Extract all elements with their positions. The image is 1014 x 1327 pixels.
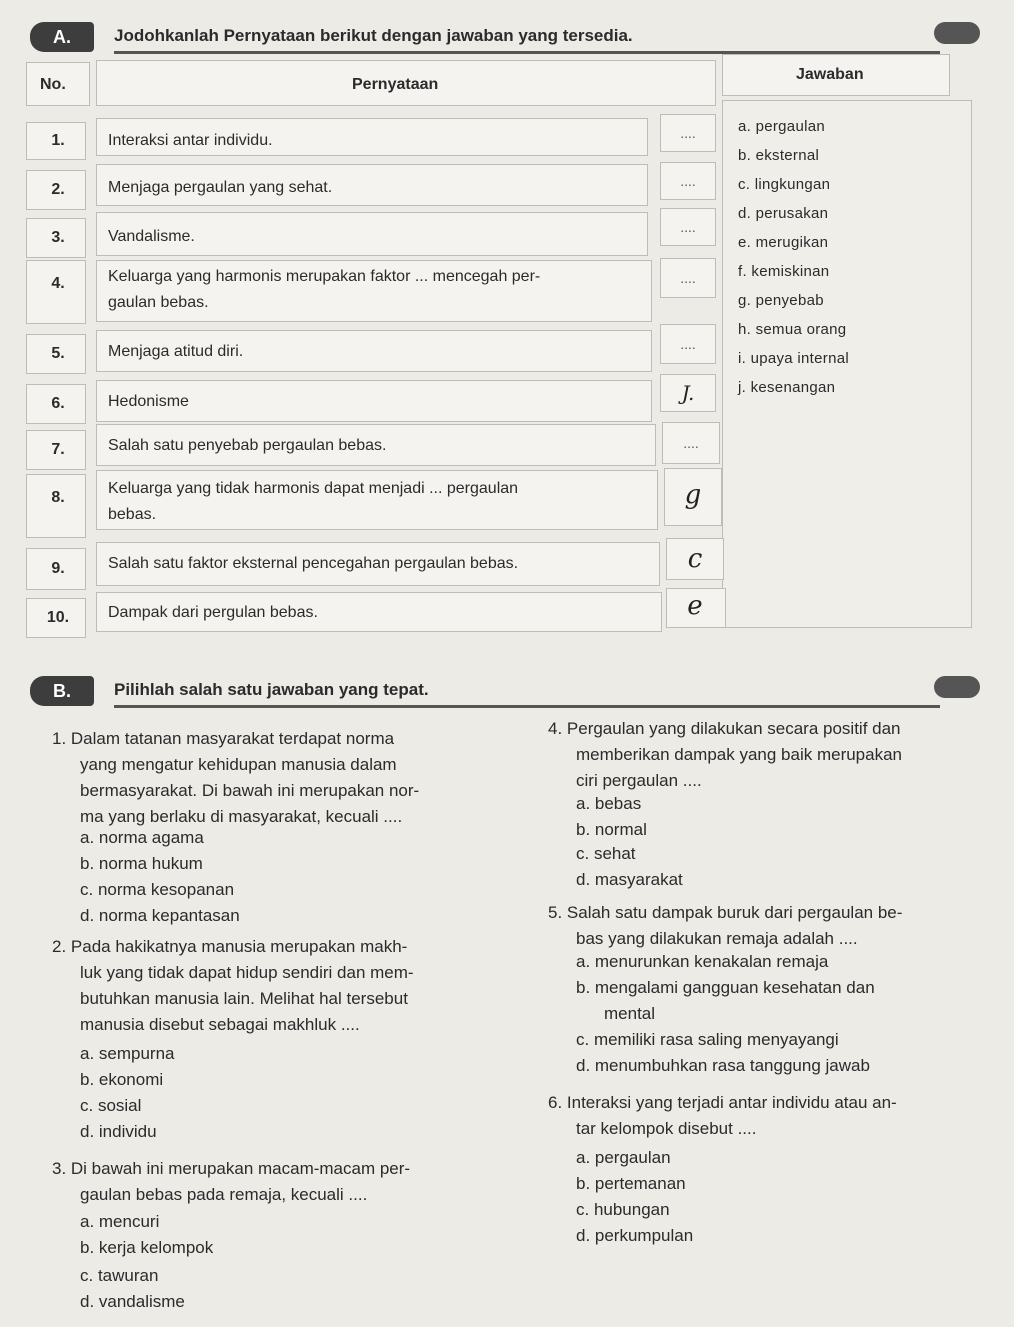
row-9-no: 9. xyxy=(51,560,65,577)
option-e: e. merugikan xyxy=(738,234,829,251)
question-5 xyxy=(548,900,902,952)
q5-line-1: 5. Salah satu dampak buruk dari pergaulan be- xyxy=(548,903,903,922)
row-8-no: 8. xyxy=(51,489,65,506)
row-1-no: 1. xyxy=(51,132,65,149)
q1-option-a[interactable]: a. norma agama xyxy=(80,828,204,847)
section-a-cap xyxy=(934,22,980,44)
q3-option-b[interactable]: b. kerja kelompok xyxy=(80,1238,214,1257)
row-6-answer: J. xyxy=(681,381,695,405)
section-a-badge: A. xyxy=(30,22,94,52)
row-9-statement: Salah satu faktor eksternal pencegahan pergaulan bebas. xyxy=(108,555,519,572)
q2-line-4: manusia disebut sebagai makhluk .... xyxy=(80,1015,360,1034)
q1-option-c[interactable]: c. norma kesopanan xyxy=(80,880,235,899)
q2-line-1: 2. Pada hakikatnya manusia merupakan makh- xyxy=(52,937,408,956)
question-2 xyxy=(52,934,414,1038)
q4-line-3: ciri pergaulan .... xyxy=(576,771,702,790)
q1-line-3: bermasyarakat. Di bawah ini merupakan nor- xyxy=(80,781,420,800)
q1-line-2: yang mengatur kehidupan manusia dalam xyxy=(80,755,397,774)
q6-option-b[interactable]: b. pertemanan xyxy=(576,1174,686,1193)
row-7-answer: .... xyxy=(683,435,699,451)
row-9-answer: c xyxy=(687,544,703,574)
section-b-header xyxy=(30,674,980,708)
q5-option-a[interactable]: a. menurunkan kenakalan remaja xyxy=(576,952,829,971)
q6-line-1: 6. Interaksi yang terjadi antar individu atau an- xyxy=(548,1093,897,1112)
question-1 xyxy=(52,726,419,830)
q5-option-c[interactable]: c. memiliki rasa saling menyayangi xyxy=(576,1030,839,1049)
q3-line-2: gaulan bebas pada remaja, kecuali .... xyxy=(80,1185,368,1204)
option-h: h. semua orang xyxy=(738,321,847,338)
q3-option-d[interactable]: d. vandalisme xyxy=(80,1292,185,1311)
q4-line-1: 4. Pergaulan yang dilakukan secara positif dan xyxy=(548,719,901,738)
q3-line-1: 3. Di bawah ini merupakan macam-macam per- xyxy=(52,1159,411,1178)
row-3-statement: Vandalisme. xyxy=(108,228,195,245)
row-2-no: 2. xyxy=(51,181,65,198)
q4-option-d[interactable]: d. masyarakat xyxy=(576,870,683,889)
row-6-statement: Hedonisme xyxy=(108,393,189,410)
row-4-statement-line-1: Keluarga yang harmonis merupakan faktor ... mencegah per- xyxy=(108,268,541,285)
row-7-no: 7. xyxy=(51,441,65,458)
q5-option-b[interactable]: b. mengalami gangguan kesehatan dan xyxy=(576,978,875,997)
row-4-statement xyxy=(96,264,652,316)
row-4-answer: .... xyxy=(680,270,696,286)
row-1-statement: Interaksi antar individu. xyxy=(108,132,273,149)
section-b-rule xyxy=(114,705,940,708)
row-4-no: 4. xyxy=(51,275,65,292)
row-10-statement: Dampak dari pergulan bebas. xyxy=(108,604,318,621)
q4-option-a[interactable]: a. bebas xyxy=(576,794,642,813)
q6-option-d[interactable]: d. perkumpulan xyxy=(576,1226,694,1245)
row-7-statement: Salah satu penyebab pergaulan bebas. xyxy=(108,437,387,454)
q4-line-2: memberikan dampak yang baik merupakan xyxy=(576,745,903,764)
row-10-answer: e xyxy=(687,591,703,621)
section-b-cap xyxy=(934,676,980,698)
question-4 xyxy=(548,716,902,794)
row-8-statement-line-2: bebas. xyxy=(108,506,157,523)
q1-option-d[interactable]: d. norma kepantasan xyxy=(80,906,240,925)
option-f: f. kemiskinan xyxy=(738,263,830,280)
row-5-statement: Menjaga atitud diri. xyxy=(108,343,244,360)
section-a-header xyxy=(30,20,980,54)
section-b-title: Pilihlah salah satu jawaban yang tepat. xyxy=(114,680,429,699)
row-5-answer: .... xyxy=(680,336,696,352)
section-a-title: Jodohkanlah Pernyataan berikut dengan jawaban yang tersedia. xyxy=(114,26,633,45)
row-6-no: 6. xyxy=(51,395,65,412)
row-5-no: 5. xyxy=(51,345,65,362)
q1-line-4: ma yang berlaku di masyarakat, kecuali .... xyxy=(80,807,403,826)
row-3-answer: .... xyxy=(680,219,696,235)
option-a: a. pergaulan xyxy=(738,118,826,135)
header-statement: Pernyataan xyxy=(352,76,439,93)
q5-line-2: bas yang dilakukan remaja adalah .... xyxy=(576,929,858,948)
q5-option-d[interactable]: d. menumbuhkan rasa tanggung jawab xyxy=(576,1056,870,1075)
q2-option-a[interactable]: a. sempurna xyxy=(80,1044,175,1063)
row-2-statement: Menjaga pergaulan yang sehat. xyxy=(108,179,333,196)
option-i: i. upaya internal xyxy=(738,350,850,367)
row-8-answer: g xyxy=(684,480,702,510)
q6-option-a[interactable]: a. pergaulan xyxy=(576,1148,671,1167)
q4-option-c[interactable]: c. sehat xyxy=(576,844,636,863)
row-3-no: 3. xyxy=(51,229,65,246)
question-6 xyxy=(548,1090,897,1142)
q3-option-a[interactable]: a. mencuri xyxy=(80,1212,160,1231)
q6-option-c[interactable]: c. hubungan xyxy=(576,1200,670,1219)
header-answer: Jawaban xyxy=(796,66,864,83)
question-3 xyxy=(52,1156,410,1208)
q5-option-b-cont: mental xyxy=(604,1004,656,1023)
section-b-badge: B. xyxy=(30,676,94,706)
row-8-statement xyxy=(96,476,658,528)
q2-line-3: butuhkan manusia lain. Melihat hal tersebut xyxy=(80,989,408,1008)
q2-option-b[interactable]: b. ekonomi xyxy=(80,1070,164,1089)
row-1-answer: .... xyxy=(680,125,696,141)
option-c: c. lingkungan xyxy=(738,176,831,193)
q3-option-c[interactable]: c. tawuran xyxy=(80,1266,159,1285)
row-4-statement-line-2: gaulan bebas. xyxy=(108,294,209,311)
q6-line-2: tar kelompok disebut .... xyxy=(576,1119,757,1138)
row-8-statement-line-1: Keluarga yang tidak harmonis dapat menjadi ... pergaulan xyxy=(108,480,519,497)
option-g: g. penyebab xyxy=(738,292,824,309)
row-10-no: 10. xyxy=(46,609,70,626)
q2-option-c[interactable]: c. sosial xyxy=(80,1096,142,1115)
option-j: j. kesenangan xyxy=(738,379,836,396)
header-no: No. xyxy=(40,76,66,93)
q1-line-1: 1. Dalam tatanan masyarakat terdapat norma xyxy=(52,729,395,748)
row-2-answer: .... xyxy=(680,173,696,189)
option-d: d. perusakan xyxy=(738,205,829,222)
option-b: b. eksternal xyxy=(738,147,820,164)
q2-option-d[interactable]: d. individu xyxy=(80,1122,157,1141)
q1-option-b[interactable]: b. norma hukum xyxy=(80,854,203,873)
q4-option-b[interactable]: b. normal xyxy=(576,820,647,839)
q2-line-2: luk yang tidak dapat hidup sendiri dan mem- xyxy=(80,963,414,982)
